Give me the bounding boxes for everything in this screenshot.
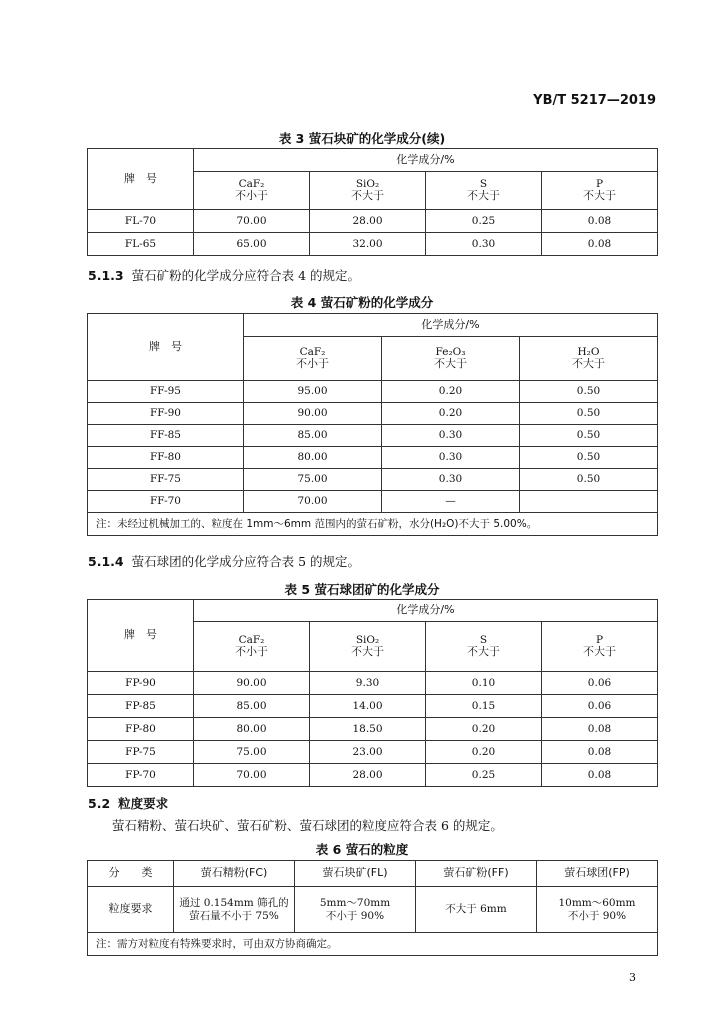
brand-header: 牌 号 xyxy=(88,600,194,672)
cell: 0.50 xyxy=(520,381,658,403)
cell: FF-90 xyxy=(88,403,244,425)
col-header: 萤石块矿(FL) xyxy=(295,861,416,887)
table-row xyxy=(88,403,658,425)
cell: 萤石量不小于 75% xyxy=(189,909,279,922)
col-name: H₂O xyxy=(577,346,600,359)
cell: 0.06 xyxy=(542,672,658,695)
table-row xyxy=(88,491,658,513)
cell: — xyxy=(382,491,520,513)
table-row xyxy=(88,672,658,695)
section-title: 粒度要求 xyxy=(118,796,169,811)
cell: 0.20 xyxy=(426,718,542,741)
cell: 0.50 xyxy=(520,469,658,491)
cell: 0.08 xyxy=(542,210,658,233)
table-row xyxy=(88,233,658,256)
col-limit: 不小于 xyxy=(296,357,329,371)
col-limit: 不大于 xyxy=(434,357,467,371)
cell: 80.00 xyxy=(244,447,382,469)
section-text: 萤石球团的化学成分应符合表 5 的规定。 xyxy=(131,554,360,569)
cell: 0.50 xyxy=(520,425,658,447)
cell: 0.30 xyxy=(382,447,520,469)
cell: 0.30 xyxy=(382,469,520,491)
cell: 通过 0.154mm 筛孔的 xyxy=(179,897,289,910)
table6-note: 注：需方对粒度有特殊要求时，可由双方协商确定。 xyxy=(88,933,658,956)
table3-title: 表 3 萤石块矿的化学成分(续) xyxy=(278,131,446,146)
cell: 9.30 xyxy=(310,672,426,695)
cell: 不大于 6mm xyxy=(416,887,537,933)
table-row xyxy=(88,887,658,933)
cell: FP-85 xyxy=(88,695,194,718)
col-limit: 不小于 xyxy=(235,645,268,659)
cell: 0.25 xyxy=(426,764,542,787)
group-header: 化学成分/% xyxy=(244,314,658,337)
section-5-1-3 xyxy=(88,266,360,284)
cell: 0.08 xyxy=(542,718,658,741)
cell: 0.20 xyxy=(382,403,520,425)
cell: 不小于 90% xyxy=(567,909,627,922)
table-row xyxy=(88,741,658,764)
table4-title: 表 4 萤石矿粉的化学成分 xyxy=(290,295,434,310)
col-name: P xyxy=(595,634,604,647)
brand-header: 牌 号 xyxy=(88,314,244,381)
cell: 90.00 xyxy=(244,403,382,425)
cell: 0.20 xyxy=(382,381,520,403)
col-name: CaF₂ xyxy=(299,346,326,359)
col-header: 分 类 xyxy=(88,861,174,887)
section-number: 5.2 xyxy=(88,796,111,811)
cell: FL-70 xyxy=(88,210,194,233)
col-limit: 不大于 xyxy=(583,645,616,659)
table5-title: 表 5 萤石球团矿的化学成分 xyxy=(284,582,440,597)
section-5-2-heading xyxy=(88,794,176,812)
col-limit: 不大于 xyxy=(583,189,616,203)
cell: 14.00 xyxy=(310,695,426,718)
cell xyxy=(520,491,658,513)
col-name: SiO₂ xyxy=(355,634,380,647)
table3 xyxy=(87,148,658,256)
section-5-1-4 xyxy=(88,552,360,570)
cell: 70.00 xyxy=(244,491,382,513)
cell: 80.00 xyxy=(194,718,310,741)
col-limit: 不大于 xyxy=(467,645,500,659)
cell: FL-65 xyxy=(88,233,194,256)
table5 xyxy=(87,599,658,787)
col-name: Fe₂O₃ xyxy=(435,346,466,359)
cell: FP-75 xyxy=(88,741,194,764)
table6-title: 表 6 萤石的粒度 xyxy=(315,842,409,857)
col-limit: 不小于 xyxy=(235,189,268,203)
group-header: 化学成分/% xyxy=(194,600,658,622)
cell: FF-75 xyxy=(88,469,244,491)
cell: 85.00 xyxy=(194,695,310,718)
cell: FF-70 xyxy=(88,491,244,513)
col-header: 萤石球团(FP) xyxy=(537,861,658,887)
cell: FF-85 xyxy=(88,425,244,447)
standard-number: YB/T 5217—2019 xyxy=(533,93,656,108)
col-limit: 不大于 xyxy=(572,357,605,371)
cell: 18.50 xyxy=(310,718,426,741)
table4 xyxy=(87,313,658,536)
col-name: S xyxy=(479,178,488,191)
page-number: 3 xyxy=(629,971,636,984)
cell: 0.15 xyxy=(426,695,542,718)
table-row xyxy=(88,210,658,233)
col-limit: 不大于 xyxy=(351,645,384,659)
cell: 70.00 xyxy=(194,210,310,233)
cell: FP-70 xyxy=(88,764,194,787)
cell: 75.00 xyxy=(244,469,382,491)
cell: 0.50 xyxy=(520,403,658,425)
cell: 0.08 xyxy=(542,741,658,764)
table-row xyxy=(88,425,658,447)
cell: 65.00 xyxy=(194,233,310,256)
cell: 0.06 xyxy=(542,695,658,718)
cell: FF-80 xyxy=(88,447,244,469)
table-row xyxy=(88,695,658,718)
col-limit: 不大于 xyxy=(351,189,384,203)
brand-header: 牌 号 xyxy=(88,149,194,210)
cell: 5mm～70mm xyxy=(319,897,391,910)
cell: 75.00 xyxy=(194,741,310,764)
col-header: 萤石精粉(FC) xyxy=(174,861,295,887)
cell: 0.10 xyxy=(426,672,542,695)
table-row xyxy=(88,764,658,787)
cell: 0.30 xyxy=(382,425,520,447)
section-text: 萤石矿粉的化学成分应符合表 4 的规定。 xyxy=(131,268,360,283)
col-limit: 不大于 xyxy=(467,189,500,203)
cell: 0.25 xyxy=(426,210,542,233)
cell: 85.00 xyxy=(244,425,382,447)
cell: 90.00 xyxy=(194,672,310,695)
section-number: 5.1.4 xyxy=(88,554,124,569)
table6 xyxy=(87,860,658,956)
group-header: 化学成分/% xyxy=(194,149,658,172)
cell: 0.08 xyxy=(542,764,658,787)
section-number: 5.1.3 xyxy=(88,268,124,283)
cell: 0.50 xyxy=(520,447,658,469)
cell: 0.30 xyxy=(426,233,542,256)
table-row xyxy=(88,469,658,491)
table-row xyxy=(88,447,658,469)
cell: FP-80 xyxy=(88,718,194,741)
col-header: 萤石矿粉(FF) xyxy=(416,861,537,887)
section-5-2-text: 萤石精粉、萤石块矿、萤石矿粉、萤石球团的粒度应符合表 6 的规定。 xyxy=(112,818,503,833)
cell: 0.08 xyxy=(542,233,658,256)
col-name: SiO₂ xyxy=(355,178,380,191)
cell: 70.00 xyxy=(194,764,310,787)
table-row xyxy=(88,381,658,403)
col-name: CaF₂ xyxy=(238,634,265,647)
col-name: S xyxy=(479,634,488,647)
row-label: 粒度要求 xyxy=(88,887,174,933)
cell: FP-90 xyxy=(88,672,194,695)
cell: 不小于 90% xyxy=(325,909,385,922)
cell: 0.20 xyxy=(426,741,542,764)
cell: FF-95 xyxy=(88,381,244,403)
cell: 28.00 xyxy=(310,210,426,233)
table4-note: 注：未经过机械加工的、粒度在 1mm～6mm 范围内的萤石矿粉，水分(H₂O)不大于 5.00%。 xyxy=(88,513,658,536)
cell: 32.00 xyxy=(310,233,426,256)
table-row xyxy=(88,718,658,741)
column-header-row xyxy=(88,861,658,887)
col-name: P xyxy=(595,178,604,191)
cell: 95.00 xyxy=(244,381,382,403)
col-name: CaF₂ xyxy=(238,178,265,191)
cell: 28.00 xyxy=(310,764,426,787)
cell: 23.00 xyxy=(310,741,426,764)
cell: 10mm～60mm xyxy=(558,897,636,910)
